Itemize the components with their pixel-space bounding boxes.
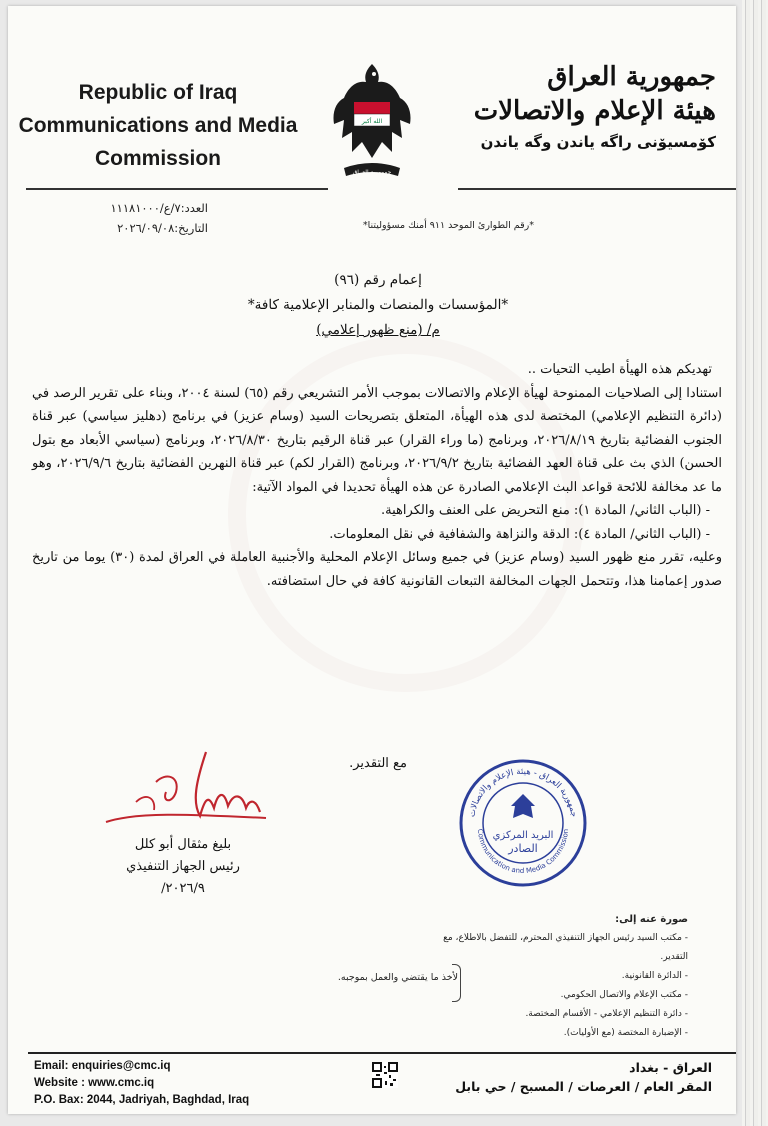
cc-item: - مكتب الإعلام والاتصال الحكومي. [428,986,688,1005]
footer-email: Email: enquiries@cmc.iq [34,1060,171,1072]
footer-website: Website : www.cmc.iq [34,1077,155,1089]
scanned-page-edge [742,0,768,1126]
footer-pobox: P.O. Bax: 2044, Jadriyah, Baghdad, Iraq [34,1094,250,1106]
cc-heading: صورة عنه إلى: [615,914,688,925]
circular-number: إعمام رقم (٩٦) [334,272,422,288]
circular-subject: م/ (منع ظهور إعلامي) [316,322,440,338]
document-page [8,6,736,1114]
footer-english [34,1058,334,1109]
qr-code-icon [372,1062,398,1088]
paragraph-decision: وعليه، تقرر منع ظهور السيد (وسام عزيز) في جميع وسائل الإعلام المحلية والأجنبية العاملة في العراق لمدة (٣٠) يوما من تاريخ صدور إعمامنا هذا، وتتحمل الجهات المخالفة التبعات القانونية كافة في حال استضافته. [32,550,723,589]
en-title-line-3: Commission [94,147,222,170]
ar-title-line-2: هيئة الإعلام والاتصالات [473,96,716,126]
circular-addressee: *المؤسسات والمنصات والمنابر الإعلامية كافة* [247,297,509,313]
signer-name: بليغ مثقال أبو كلل [134,837,232,852]
stamp-center-line-1: البريد المركزي [492,830,554,841]
ref-date-value: ٢٠٢٦/٠٩/٠٨ [117,221,175,235]
article-item: - (الباب الثاني/ المادة ٤): الدقة والنزاهة والشفافية في نقل المعلومات. [32,523,710,547]
ref-number-value: ٧/ع/١١١٨١٠٠٠ [110,201,181,215]
circular-title-block [208,268,548,343]
cc-item: - دائرة التنظيم الإعلامي - الأقسام المختصة. [428,1005,688,1024]
stamp-ring-arabic: جمهورية العراق - هيئة الإعلام والاتصالات [467,767,579,818]
iraq-eagle-emblem [330,60,414,188]
stamp-center-line-2: الصادر [508,842,538,855]
handwritten-signature [96,742,276,842]
header-divider-right [458,188,736,190]
reference-block [68,198,208,238]
article-item: - (الباب الثاني/ المادة ١): منع التحريض على العنف والكراهية. [32,499,710,523]
emblem-caption: جمهورية العراق [352,169,392,176]
closing-regards: مع التقدير. [349,756,407,771]
svg-text:الله أكبر: الله أكبر [361,118,383,125]
official-stamp [458,758,588,888]
cc-bracket-note: لأخذ ما يقتضي والعمل بموجبه. [337,972,458,983]
en-title-line-1: Republic of Iraq [78,81,238,104]
footer-address: المقر العام / العرصات / المسبح / حي بابل [455,1079,712,1094]
stamp-eagle-icon [511,794,535,818]
signer-position: رئيس الجهاز التنفيذي [126,859,240,874]
ar-title-line-1: جمهورية العراق [547,62,716,92]
footer-divider [28,1052,736,1054]
footer-arabic [432,1058,712,1096]
violated-articles-list [32,499,722,546]
arabic-header [456,60,716,154]
header-divider-left [26,188,328,190]
cc-item: - مكتب السيد رئيس الجهاز التنفيذي المحترم، للتفضل بالاطلاع، مع التقدير. [428,929,688,967]
greeting: تهديكم هذه الهيأة اطيب التحيات .. [527,362,712,377]
ref-number-label: العدد: [180,201,208,215]
english-header [8,76,308,175]
cc-list [428,929,688,1043]
signature-date: ٢٠٢٦/٩/ [161,881,205,896]
signer-block [108,834,258,900]
footer-city: العراق - بغداد [629,1060,712,1075]
cc-item: - الإضبارة المختصة (مع الأوليات). [428,1024,688,1043]
kurdish-title-line: كۆمسیۆنی راگه یاندن وگه یاندن [480,133,716,151]
letter-body [32,358,722,593]
ref-date-label: التاريخ: [174,221,208,235]
emergency-hotline: *رقم الطوارئ الموحد ٩١١ أمنك مسؤوليتنا* [362,220,534,231]
en-title-line-2: Communications and Media [18,114,298,137]
stamp-ring-english: Communication and Media Commission [475,828,571,876]
cc-item: - الدائرة القانونية. [428,967,688,986]
paragraph-legal-basis: استنادا إلى الصلاحيات الممنوحة لهيأة الإعلام والاتصالات بموجب الأمر التشريعي رقم (٦٥) لسنة ٢٠٠٤، وبناء على تقرير الرصد في (دائرة التنظيم الإعلامي) المختصة لدى هذه الهيأة، المتعلق بتصريحات السيد (وسام عزيز) في برنامج (دهليز سياسي) عبر قناة الجنوب الفضائية بتاريخ ٢٠٢٦/٨/١٩، وبرنامج (ما وراء القرار) عبر قناة الرقيم بتاريخ ٢٠٢٦/٨/٣٠، وبرنامج (سياسي الأبعاد مع بتول الحسن) الذي بث على قناة العهد الفضائية بتاريخ ٢٠٢٦/٩/٢، وبرنامج (القرار لكم) عبر قناة النهرين الفضائية بتاريخ ٢٠٢٦/٩/٦، وهو ما عد مخالفة للائحة قواعد البث الإعلامي الصادرة عن هذه الهيأة تحديدا في المواد الآتية: [32,385,723,495]
